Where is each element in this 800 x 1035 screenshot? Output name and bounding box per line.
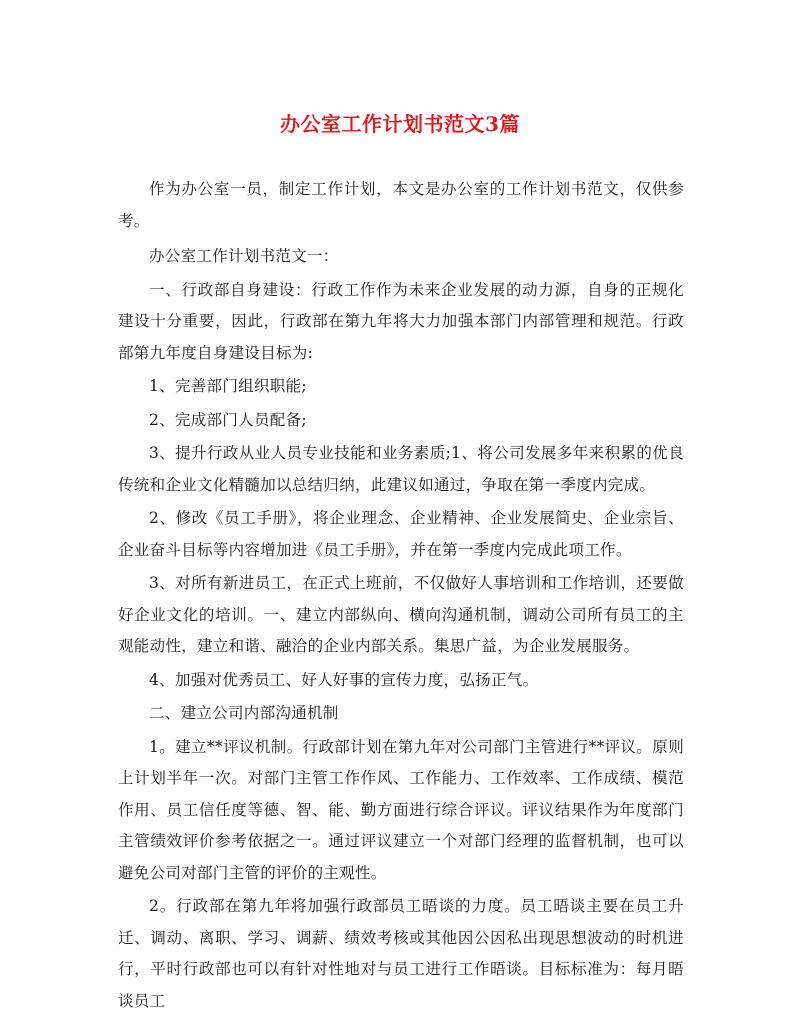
section-heading-sample-one: 办公室工作计划书范文一： — [149, 247, 339, 265]
paragraph-evaluation-mechanism: 1。建立**评议机制。行政部计划在第九年对公司部门主管进行**评议。原则上计划半年一次。对部门主管工作作风、工作能力、工作效率、工作成绩、模范作用、员工信任度等德、智、能、勤方面进行综合评议。评议结果作为年度部门主管绩效评价参考依据之一。通过评议建立一个对部门经理的监督机制，也可以避免公司对部门主管的评价的主观性。 — [118, 737, 684, 882]
list-item-promote-excellence: 4、加强对优秀员工、好人好事的宣传力度，弘扬正气。 — [149, 670, 539, 689]
intro-paragraph: 作为办公室一员，制定工作计划，本文是办公室的工作计划书范文，仅供参考。 — [118, 180, 684, 230]
list-item-staffing: 2、完成部门人员配备; — [149, 410, 307, 429]
section-heading-communication: 二、建立公司内部沟通机制 — [149, 704, 339, 722]
paragraph-employee-interviews: 2。行政部在第九年将加强行政部员工晤谈的力度。员工晤谈主要在员工升迁、调动、离职、学习、调薪、绩效考核或其他因公因私出现思想波动的时机进行，平时行政部也可以有针对性地对与员工进行工作晤谈。目标标准为：每月晤谈员工 — [118, 897, 684, 1010]
document-body — [118, 174, 684, 1019]
list-item-revise-handbook: 2、修改《员工手册》，将企业理念、企业精神、企业发展简史、企业宗旨、企业奋斗目标等内容增加进《员工手册》，并在第一季度内完成此项工作。 — [118, 509, 684, 559]
list-item-improve-skills: 3、提升行政从业人员专业技能和业务素质;1、将公司发展多年来积累的优良传统和企业文化精髓加以总结归纳，此建议如通过，争取在第一季度内完成。 — [118, 444, 684, 494]
list-item-new-employee-training: 3、对所有新进员工，在正式上班前，不仅做好人事培训和工作培训，还要做好企业文化的培训。一、建立内部纵向、横向沟通机制，调动公司所有员工的主观能动性，建立和谐、融洽的企业内部关系。集思广益，为企业发展服务。 — [118, 574, 684, 655]
document-title: 办公室工作计划书范文3篇 — [280, 112, 520, 136]
paragraph-admin-self-construction: 一、行政部自身建设：行政工作作为未来企业发展的动力源，自身的正规化建设十分重要，因此，行政部在第九年将大力加强本部门内部管理和规范。行政部第九年度自身建设目标为: — [118, 280, 684, 362]
list-item-improve-functions: 1、完善部门组织职能; — [149, 377, 307, 395]
